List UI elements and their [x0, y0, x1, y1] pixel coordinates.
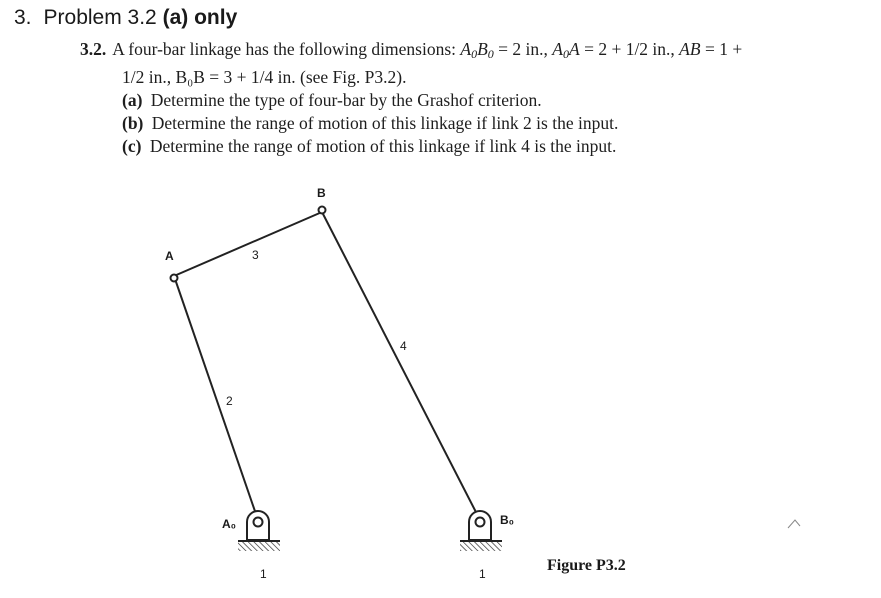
part-a-text: Determine the type of four-bar by the Grashof criterion. [150, 90, 542, 110]
joint-b [319, 207, 326, 214]
part-c-text: Determine the range of motion of this linkage if link 4 is the input. [149, 136, 617, 156]
part-c-label: (c) [122, 136, 142, 156]
label-link-2: 2 [226, 394, 233, 408]
heading-number: 3. [14, 6, 32, 29]
link-2 [174, 276, 258, 520]
label-ground-left: 1 [260, 567, 267, 581]
label-joint-a0: A₀ [222, 517, 237, 531]
problem-line-1: 3.2. A four-bar linkage has the following dimensions: $A_0B_0 = 2$ in., $A_0A = 2 + 1/2$ in., AB = 1 + [80, 39, 743, 61]
dim-a0a: $A_0A$ [552, 39, 580, 61]
link-4 [322, 212, 480, 520]
heading-bold: (a) only [162, 6, 238, 29]
label-joint-b0: B₀ [500, 513, 515, 527]
problem-number: 3.2. [80, 39, 107, 59]
joint-a [171, 275, 178, 282]
label-link-4: 4 [400, 339, 407, 353]
problem-line-2: 1/2 in., B₀B = 3 + 1/4 in. (see Fig. P3.2). [122, 67, 407, 87]
pivot-a0 [254, 518, 263, 527]
label-joint-b: B [317, 186, 326, 200]
heading-text: Problem 3.2 [43, 6, 157, 29]
label-ground-right: 1 [479, 567, 486, 581]
part-a-label: (a) [122, 90, 143, 110]
label-link-3: 3 [252, 248, 259, 262]
dim-a0b0: $A_0B_0$ [460, 39, 494, 61]
link-3 [174, 212, 322, 276]
label-joint-a: A [165, 249, 174, 263]
problem-text-d: 1 + [719, 39, 743, 59]
problem-text-c: 2 + 1/2 in., [598, 39, 680, 59]
part-b-text: Determine the range of motion of this linkage if link 2 is the input. [151, 113, 619, 133]
part-b-label: (b) [122, 113, 144, 133]
figure-caption: Figure P3.2 [547, 557, 626, 574]
dim-ab: AB [679, 39, 701, 59]
problem-text-b: 2 in., [512, 39, 553, 59]
problem-text-a: A four-bar linkage has the following dimensions: [112, 39, 461, 59]
pivot-b0 [476, 518, 485, 527]
stray-pen-mark [788, 520, 800, 528]
